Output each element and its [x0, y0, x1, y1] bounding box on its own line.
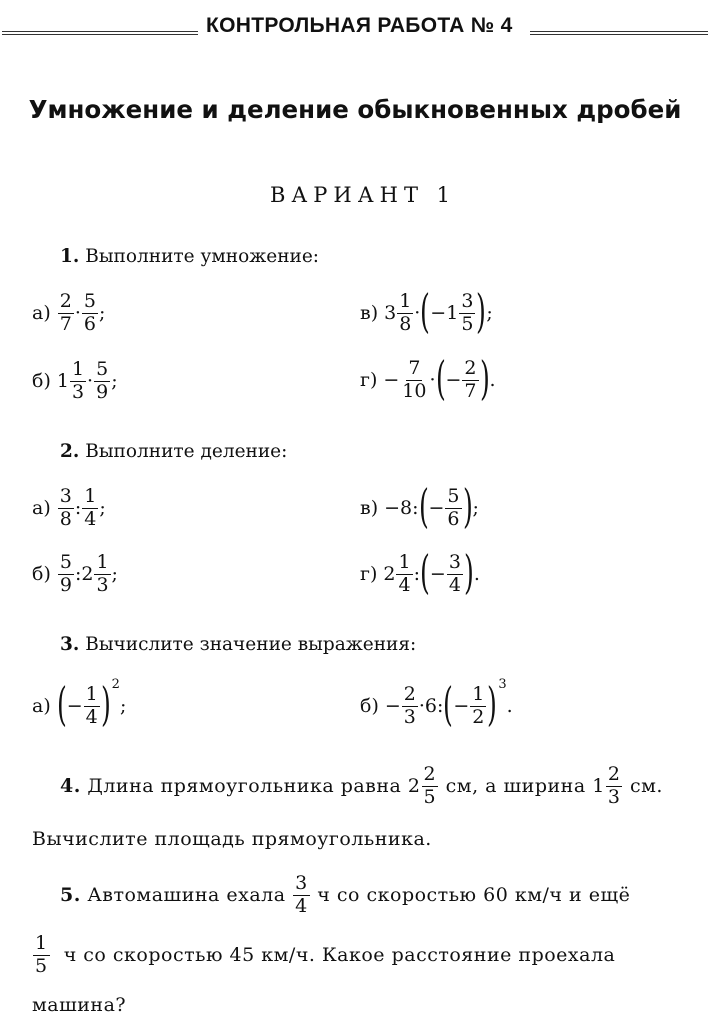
left-paren: ( [443, 677, 454, 731]
item-label: г) [360, 369, 378, 391]
fraction: $\frac{2}{5}$ [423, 763, 437, 808]
operator: : [74, 563, 82, 586]
task-number: 5. [60, 884, 81, 907]
whole-part: 1 [56, 370, 69, 393]
fraction: $\frac{3}{8}$ [59, 485, 72, 530]
task-1-title [60, 246, 319, 267]
left-paren: ( [418, 479, 429, 533]
item-label: г) [360, 563, 378, 585]
item-label: а) [32, 497, 51, 520]
variant-title: ВАРИАНТ 1 [269, 183, 457, 207]
page-header [0, 14, 710, 40]
fraction: $\frac{1}{5}$ [35, 932, 48, 977]
minus-sign: − [66, 695, 83, 717]
task-5-line-1 [60, 874, 630, 917]
whole-part: 2 [81, 563, 94, 586]
operator: ·6: [418, 695, 444, 717]
task-text: Выполните деление: [85, 441, 288, 462]
header-rule-right [530, 31, 708, 32]
task-text: ч со скоростью 45 км/ч. Какое расстояние проехала [63, 944, 616, 967]
task-number: 2. [60, 441, 80, 462]
fraction: $\frac{2}{3}$ [607, 763, 621, 808]
task-text: машина? [32, 994, 127, 1016]
whole-part: 1 [592, 775, 605, 798]
operator: · [74, 302, 81, 325]
operator: · [429, 369, 436, 391]
punctuation: . [489, 369, 496, 391]
right-paren: ) [479, 351, 490, 405]
task-number: 1. [60, 246, 80, 267]
item-label: б) [32, 370, 51, 393]
task-3a [32, 676, 127, 731]
minus-sign: − [429, 563, 446, 585]
fraction: $\frac{1}{3}$ [96, 551, 109, 596]
exponent: 3 [498, 676, 507, 692]
minus-sign: − [453, 695, 470, 717]
fraction: $\frac{5}{9}$ [96, 358, 109, 403]
operator: : [412, 497, 419, 519]
fraction: $\frac{1}{4}$ [398, 550, 411, 596]
operator: · [87, 370, 94, 393]
header-rule-left [2, 31, 198, 32]
number: −8 [384, 497, 413, 519]
task-4-line-1 [60, 765, 663, 808]
fraction: $\frac{3}{4}$ [448, 550, 461, 596]
task-5-line-3 [32, 994, 126, 1016]
punctuation: . [506, 695, 513, 717]
task-text: см. [629, 775, 663, 798]
task-2-title [60, 441, 287, 462]
minus-sign: − [383, 369, 400, 391]
right-paren: ) [100, 677, 111, 731]
left-paren: ( [435, 351, 446, 405]
punctuation: ; [486, 302, 493, 324]
left-paren: ( [56, 677, 67, 731]
item-label: а) [32, 302, 51, 325]
punctuation: ; [111, 370, 118, 393]
fraction: $\frac{2}{7}$ [464, 356, 477, 402]
left-paren: ( [420, 284, 431, 338]
fraction: $\frac{1}{3}$ [71, 358, 85, 403]
right-paren: ) [463, 545, 474, 599]
fraction: $\frac{3}{5}$ [461, 289, 474, 335]
punctuation: ; [98, 302, 106, 325]
task-2a [32, 487, 106, 530]
task-number: 3. [60, 634, 80, 655]
task-3b [360, 676, 513, 731]
fraction: $\frac{2}{3}$ [403, 682, 416, 728]
task-text: Выполните умножение: [85, 246, 320, 267]
fraction: $\frac{1}{8}$ [399, 289, 412, 335]
task-text: Вычислите значение выражения: [85, 634, 417, 655]
item-label: в) [360, 302, 379, 324]
task-1v [360, 284, 493, 338]
task-5-line-2 [32, 934, 615, 977]
fraction: $\frac{5}{6}$ [447, 484, 460, 530]
right-paren: ) [476, 284, 487, 338]
task-2b [32, 553, 118, 596]
right-paren: ) [487, 677, 498, 731]
task-2v [360, 479, 479, 533]
item-label: в) [360, 497, 379, 519]
minus-sign: − [428, 497, 445, 519]
task-1b [32, 360, 118, 403]
operator: · [414, 302, 421, 324]
punctuation: ; [99, 497, 106, 520]
punctuation: ; [119, 695, 127, 717]
minus-sign: − [445, 369, 462, 391]
left-paren: ( [420, 545, 430, 599]
fraction: $\frac{3}{4}$ [295, 872, 308, 917]
operator: : [74, 497, 82, 520]
whole-part: 2 [383, 563, 396, 585]
item-label: а) [32, 695, 51, 717]
whole-part: 3 [384, 302, 397, 324]
task-1g [360, 351, 496, 405]
fraction: $\frac{1}{2}$ [472, 682, 485, 728]
task-4-line-2 [32, 828, 432, 850]
punctuation: ; [111, 563, 118, 586]
page-subtitle: Умножение и деление обыкновенных дробей [28, 95, 682, 124]
fraction: $\frac{5}{6}$ [83, 290, 96, 335]
item-label: б) [360, 695, 379, 717]
whole-part: 2 [407, 775, 421, 798]
punctuation: ; [472, 497, 479, 519]
task-text: Вычислите площадь прямоугольника. [32, 828, 432, 850]
task-2g [360, 545, 480, 599]
punctuation: . [473, 563, 480, 585]
operator: : [413, 563, 420, 585]
task-text: Автомашина ехала [87, 884, 286, 907]
fraction: $\frac{7}{10}$ [402, 356, 427, 402]
right-paren: ) [462, 479, 473, 533]
task-text: Длина прямоугольника равна [87, 775, 402, 798]
exponent: 2 [111, 676, 120, 692]
item-label: б) [32, 563, 51, 586]
fraction: $\frac{1}{4}$ [84, 485, 97, 530]
whole-part: −1 [430, 302, 459, 324]
task-1a [32, 292, 105, 335]
fraction: $\frac{2}{7}$ [59, 290, 72, 335]
minus-sign: − [384, 695, 401, 717]
fraction: $\frac{5}{9}$ [59, 551, 72, 596]
fraction: $\frac{1}{4}$ [85, 682, 98, 728]
header-title: КОНТРОЛЬНАЯ РАБОТА № 4 [206, 14, 513, 37]
task-text: см, а ширина [445, 775, 586, 798]
task-number: 4. [60, 775, 81, 798]
task-text: ч со скоростью 60 км/ч и ещё [317, 884, 631, 907]
task-3-title [60, 634, 416, 655]
